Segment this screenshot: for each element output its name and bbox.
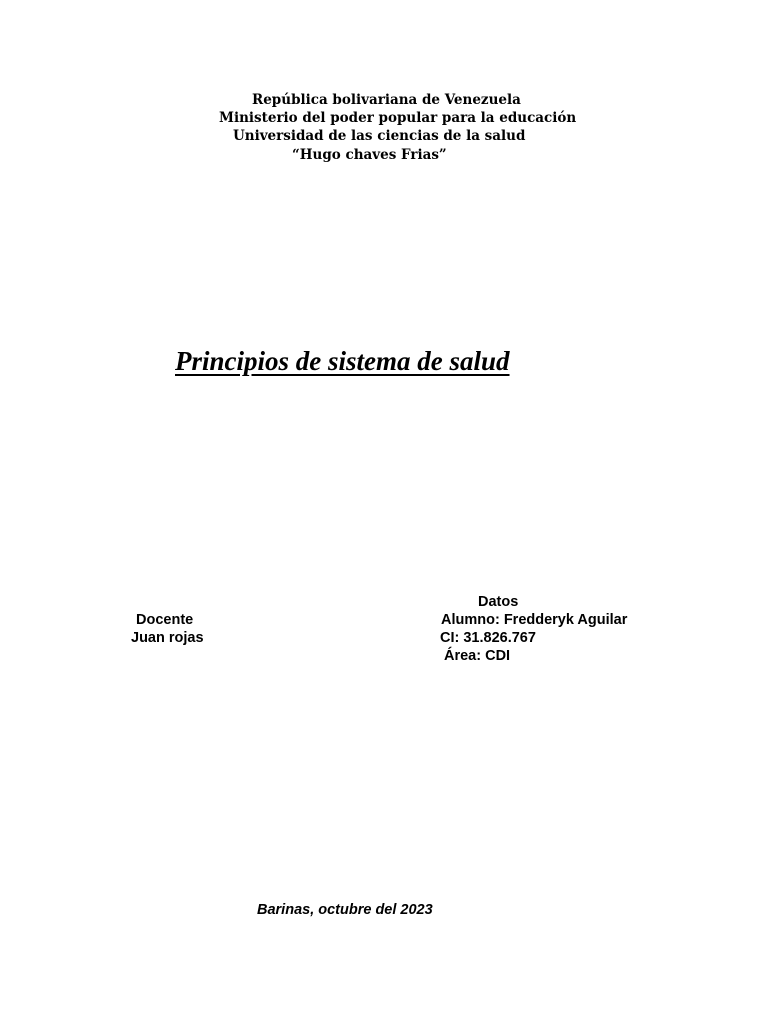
teacher-label: Docente (136, 612, 194, 628)
university-name-line: “Hugo chaves Frias” (292, 147, 447, 163)
university-line: Universidad de las ciencias de la salud (233, 128, 526, 144)
ministry-line: Ministerio del poder popular para la educación (219, 110, 577, 126)
teacher-name: Juan rojas (131, 630, 204, 646)
place-date: Barinas, octubre del 2023 (257, 902, 433, 918)
document-title (107, 346, 510, 377)
student-id: CI: 31.826.767 (440, 630, 536, 646)
country-line: República bolivariana de Venezuela (252, 92, 521, 108)
document-title-text: Principios de sistema de salud (175, 346, 510, 376)
student-name: Alumno: Fredderyk Aguilar (441, 612, 628, 628)
data-heading: Datos (478, 594, 519, 610)
student-area: Área: CDI (444, 648, 511, 664)
